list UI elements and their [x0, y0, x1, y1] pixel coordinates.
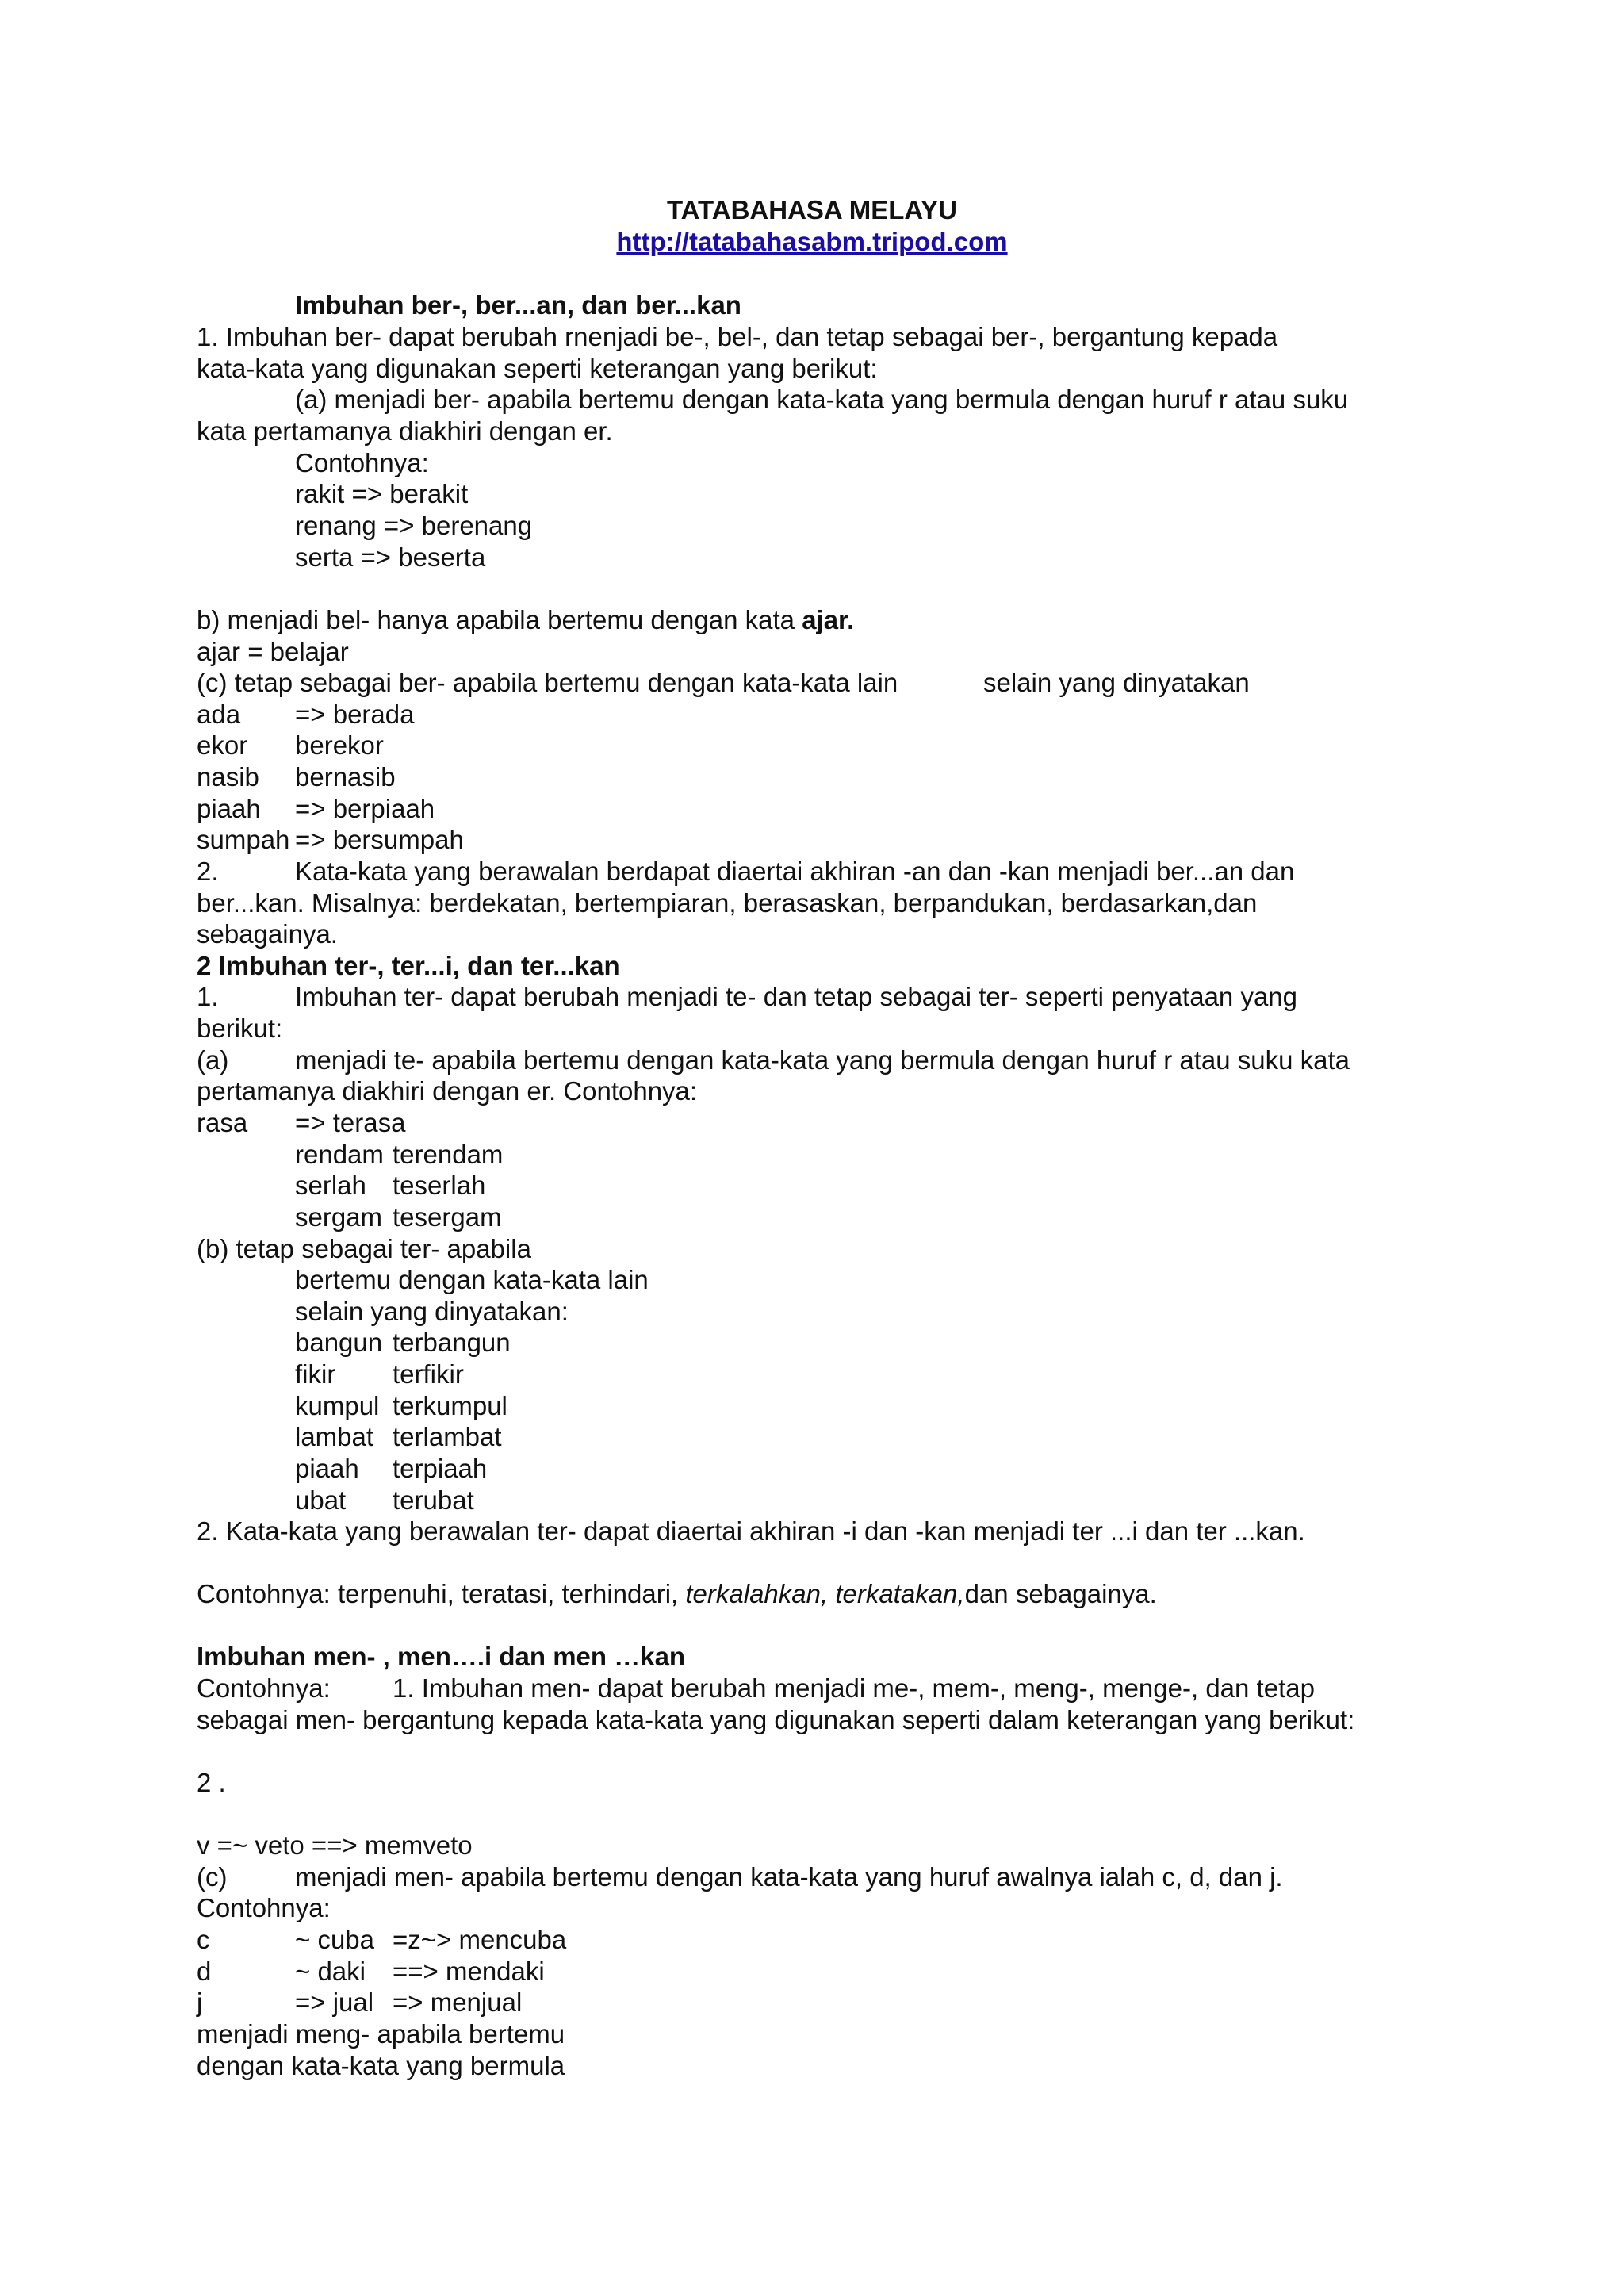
- list-number: 2 .: [197, 1768, 226, 1797]
- paragraph-line: selain yang dinyatakan:: [295, 1297, 569, 1326]
- text-run: dan sebagainya.: [964, 1579, 1157, 1608]
- table-cell-result: => berada: [295, 700, 415, 729]
- example-item: ajar = belajar: [197, 637, 349, 666]
- table-cell-result: =z~> mencuba: [393, 1925, 567, 1954]
- table-cell-result: tesergam: [393, 1202, 502, 1232]
- table-cell-letter: j: [197, 1987, 203, 2017]
- table-cell-word: rendam: [295, 1140, 384, 1169]
- paragraph-line: kata-kata yang digunakan seperti keterangan yang berikut:: [197, 354, 878, 383]
- list-label: (c): [197, 1862, 228, 1892]
- table-cell-word: ada: [197, 700, 241, 729]
- table-cell-word: ubat: [295, 1485, 347, 1515]
- table-cell-word: ~ cuba: [295, 1925, 374, 1954]
- table-cell-result: terendam: [393, 1140, 504, 1169]
- italic-words: terkalahkan, terkatakan,: [685, 1579, 965, 1608]
- example-item: rakit => berakit: [295, 479, 469, 508]
- table-cell-word: ~ daki: [295, 1957, 366, 1986]
- list-number: 1.: [197, 982, 219, 1011]
- paragraph-line: bertemu dengan kata-kata lain: [295, 1265, 649, 1294]
- table-cell-word: serlah: [295, 1171, 366, 1200]
- paragraph-line: menjadi meng- apabila bertemu: [197, 2019, 565, 2049]
- text-run: Contohnya: terpenuhi, teratasi, terhindari,: [197, 1579, 686, 1608]
- list-number: 2.: [197, 857, 219, 886]
- source-link[interactable]: http://tatabahasabm.tripod.com: [616, 227, 1008, 256]
- table-cell-result: => bersumpah: [295, 825, 464, 854]
- table-cell-result: terpiaah: [393, 1454, 488, 1483]
- paragraph-line: selain yang dinyatakan: [983, 668, 1250, 697]
- paragraph-line: pertamanya diakhiri dengan er. Contohnya:: [197, 1076, 698, 1106]
- table-cell-word: kumpul: [295, 1391, 380, 1420]
- table-cell-word: ekor: [197, 730, 248, 760]
- paragraph-line: 1. Imbuhan ber- dapat berubah rnenjadi be-, bel-, dan tetap sebagai ber-, bergantung kepada: [197, 322, 1278, 351]
- table-cell-result: terkumpul: [393, 1391, 508, 1420]
- table-cell-word: sumpah: [197, 825, 290, 854]
- section-heading-ber: Imbuhan ber-, ber...an, dan ber...kan: [295, 290, 741, 320]
- paragraph-line: dengan kata-kata yang bermula: [197, 2051, 565, 2080]
- paragraph-line: 1. Imbuhan men- dapat berubah menjadi me-, mem-, meng-, menge-, dan tetap: [393, 1673, 1315, 1703]
- section-heading-ter: 2 Imbuhan ter-, ter...i, dan ter...kan: [197, 951, 620, 980]
- table-cell-result: terlambat: [393, 1422, 502, 1451]
- paragraph-line: [197, 1578, 1157, 1610]
- example-item: v =~ veto ==> memveto: [197, 1830, 473, 1860]
- table-cell-result: teserlah: [393, 1171, 486, 1200]
- table-cell-word: lambat: [295, 1422, 374, 1451]
- bold-word: ajar.: [802, 605, 855, 634]
- example-label: Contohnya:: [197, 1673, 331, 1703]
- table-cell-word: piaah: [197, 794, 261, 823]
- paragraph-line: sebagainya.: [197, 919, 338, 949]
- paragraph-line: menjadi te- apabila bertemu dengan kata-kata yang bermula dengan huruf r atau suku kata: [295, 1045, 1350, 1075]
- table-cell-word: sergam: [295, 1202, 383, 1232]
- table-cell-word: fikir: [295, 1359, 336, 1389]
- table-cell-result: berekor: [295, 730, 384, 760]
- paragraph-line: sebagai men- bergantung kepada kata-kata yang digunakan seperti dalam keterangan yang berikut:: [197, 1705, 1355, 1734]
- list-label: (a): [197, 1045, 229, 1075]
- example-label: Contohnya:: [295, 448, 429, 477]
- paragraph-line: kata pertamanya diakhiri dengan er.: [197, 416, 613, 446]
- example-item: renang => berenang: [295, 511, 533, 540]
- paragraph-line: (b) tetap sebagai ter- apabila: [197, 1234, 531, 1263]
- table-cell-word: piaah: [295, 1454, 359, 1483]
- paragraph-line: berikut:: [197, 1014, 283, 1043]
- text-run: b) menjadi bel- hanya apabila bertemu dengan kata: [197, 605, 802, 634]
- paragraph-line: Imbuhan ter- dapat berubah menjadi te- dan tetap sebagai ter- seperti penyataan yang: [295, 982, 1298, 1011]
- paragraph-line: menjadi men- apabila bertemu dengan kata-kata yang huruf awalnya ialah c, d, dan j.: [295, 1862, 1283, 1892]
- document-title: TATABAHASA MELAYU: [666, 195, 958, 224]
- example-label: Contohnya:: [197, 1893, 331, 1922]
- table-cell-letter: c: [197, 1925, 210, 1954]
- section-heading-men: Imbuhan men- , men….i dan men …kan: [197, 1642, 686, 1671]
- table-cell-result: terbangun: [393, 1328, 511, 1357]
- table-cell-result: => terasa: [295, 1108, 406, 1137]
- paragraph-line: [197, 604, 854, 636]
- table-cell-result: terubat: [393, 1485, 474, 1515]
- table-cell-result: => berpiaah: [295, 794, 435, 823]
- table-cell-word: rasa: [197, 1108, 248, 1137]
- example-item: serta => beserta: [295, 542, 486, 572]
- table-cell-result: terfikir: [393, 1359, 464, 1389]
- paragraph-line: Kata-kata yang berawalan berdapat diaertai akhiran -an dan -kan menjadi ber...an dan: [295, 857, 1295, 886]
- paragraph-line: (a) menjadi ber- apabila bertemu dengan kata-kata yang bermula dengan huruf r atau suku: [295, 385, 1349, 414]
- table-cell-word: nasib: [197, 762, 259, 792]
- table-cell-letter: d: [197, 1957, 212, 1986]
- table-cell-result: bernasib: [295, 762, 396, 792]
- paragraph-line: ber...kan. Misalnya: berdekatan, bertempiaran, berasaskan, berpandukan, berdasarkan,dan: [197, 888, 1258, 918]
- table-cell-word: => jual: [295, 1987, 374, 2017]
- table-cell-result: ==> mendaki: [393, 1957, 545, 1986]
- paragraph-line: (c) tetap sebagai ber- apabila bertemu dengan kata-kata lain: [197, 668, 898, 697]
- table-cell-word: bangun: [295, 1328, 383, 1357]
- table-cell-result: => menjual: [393, 1987, 523, 2017]
- paragraph-line: 2. Kata-kata yang berawalan ter- dapat diaertai akhiran -i dan -kan menjadi ter ...i dan ter ...kan.: [197, 1516, 1305, 1546]
